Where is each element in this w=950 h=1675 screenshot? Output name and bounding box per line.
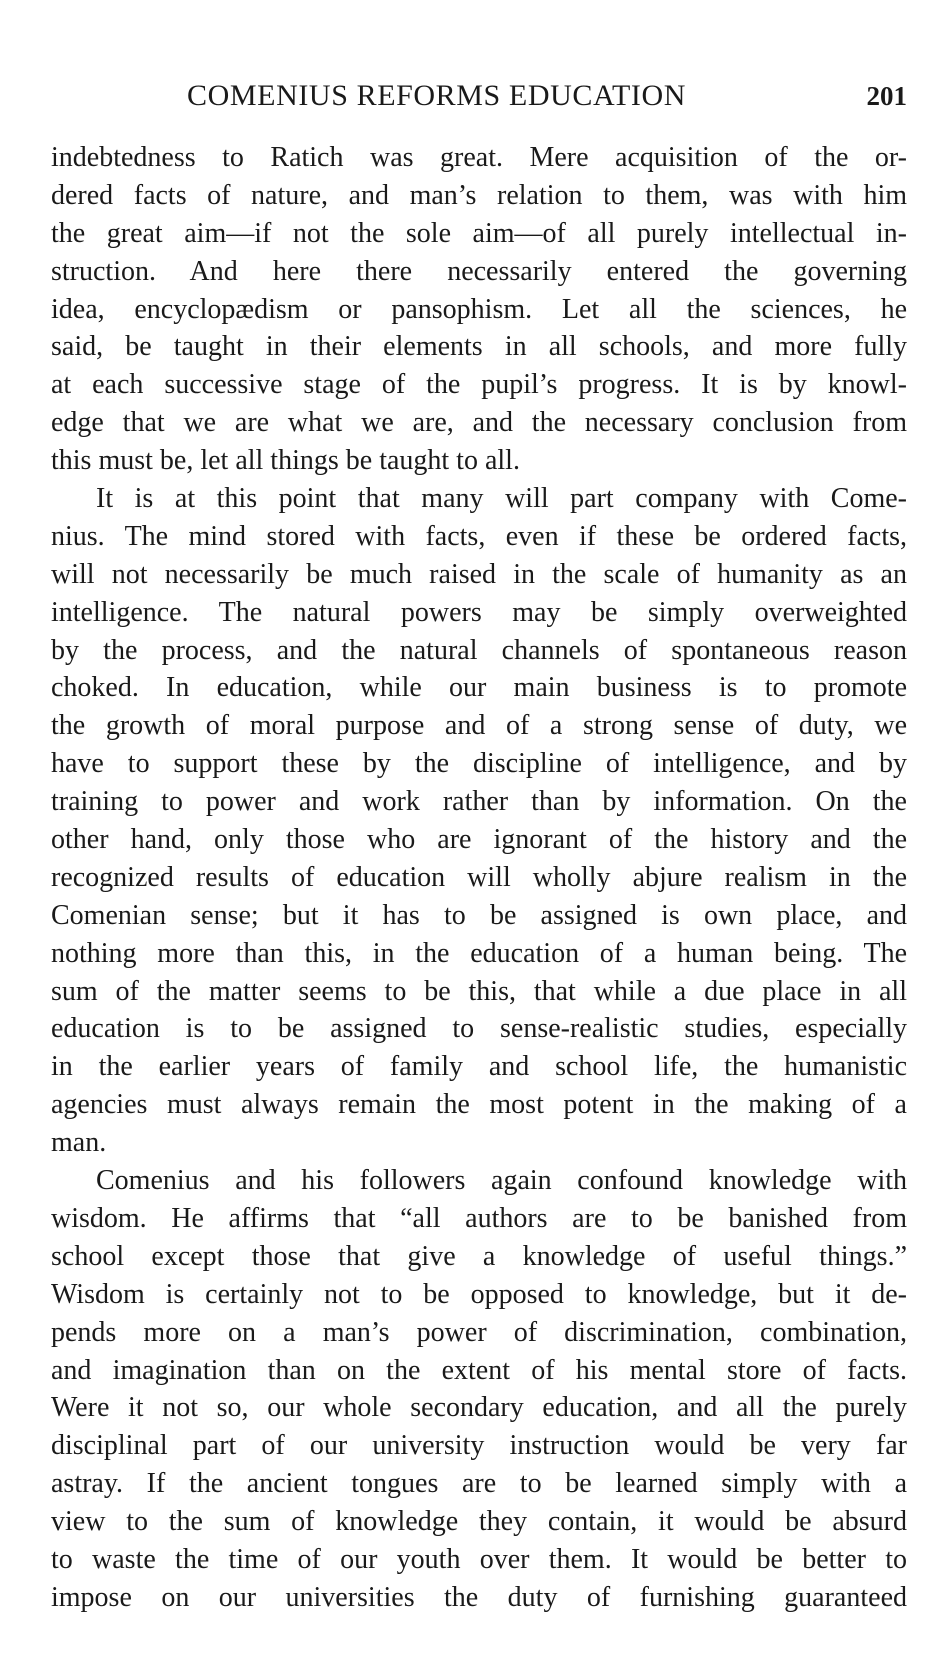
text-line: education is to be assigned to sense-realistic studies, especially [51,1013,907,1045]
text-line: Comenius and his followers again confound knowledge with [96,1165,907,1197]
text-line: school except those that give a knowledge of useful things.” [51,1240,907,1272]
text-line: choked. In education, while our main business is to promote [51,672,907,704]
text-line: recognized results of education will wholly abjure realism in the [51,861,907,893]
page-number: 201 [866,81,907,111]
text-line: Wisdom is certainly not to be opposed to knowledge, but it de- [51,1278,907,1310]
text-line: Comenian sense; but it has to be assigned is own place, and [51,899,907,931]
text-line: this must be, let all things be taught to all. [51,445,520,477]
text-line: training to power and work rather than by information. On the [51,786,907,818]
text-line: disciplinal part of our university instruction would be very far [51,1430,907,1462]
text-line: the great aim—if not the sole aim—of all purely intellectual in- [51,217,907,249]
paragraph [51,1162,907,1617]
paragraph [51,139,907,480]
text-line: sum of the matter seems to be this, that while a due place in all [51,975,907,1007]
text-line: wisdom. He affirms that “all authors are to be banished from [51,1202,907,1234]
text-line: nothing more than this, in the education of a human being. The [51,937,907,969]
text-line: pends more on a man’s power of discrimination, combination, [51,1316,907,1348]
body-text [51,139,907,1617]
text-line: will not necessarily be much raised in the scale of humanity as an [51,558,907,590]
text-line: edge that we are what we are, and the necessary conclusion from [51,407,907,439]
text-line: astray. If the ancient tongues are to be learned simply with a [51,1468,907,1500]
text-line: said, be taught in their elements in all schools, and more fully [51,331,907,363]
text-line: impose on our universities the duty of furnishing guaranteed [51,1581,907,1613]
text-line: agencies must always remain the most potent in the making of a [51,1089,907,1121]
text-line: Were it not so, our whole secondary education, and all the purely [51,1392,907,1424]
text-line: the growth of moral purpose and of a strong sense of duty, we [51,710,907,742]
text-line: have to support these by the discipline of intelligence, and by [51,748,907,780]
text-line: dered facts of nature, and man’s relation to them, was with him [51,179,907,211]
text-line: It is at this point that many will part company with Come- [96,483,907,515]
text-line: idea, encyclopædism or pansophism. Let all the sciences, he [51,293,907,325]
text-line: and imagination than on the extent of his mental store of facts. [51,1354,907,1386]
text-line: indebtedness to Ratich was great. Mere acquisition of the or- [51,142,907,173]
text-line: in the earlier years of family and school life, the humanistic [51,1051,907,1083]
text-line: other hand, only those who are ignorant of the history and the [51,824,907,856]
running-title: COMENIUS REFORMS EDUCATION [187,79,686,112]
paragraph [51,480,907,1162]
text-line: struction. And here there necessarily entered the governing [51,255,907,287]
text-line: by the process, and the natural channels of spontaneous reason [51,634,907,666]
text-line: man. [51,1127,107,1159]
book-page [51,0,907,1675]
text-line: to waste the time of our youth over them. It would be better to [51,1543,907,1575]
text-line: view to the sum of knowledge they contain, it would be absurd [51,1506,907,1538]
text-line: nius. The mind stored with facts, even if these be ordered facts, [51,520,907,552]
running-head [51,76,907,116]
text-line: at each successive stage of the pupil’s progress. It is by knowl- [51,369,907,401]
text-line: intelligence. The natural powers may be simply overweighted [51,596,907,628]
